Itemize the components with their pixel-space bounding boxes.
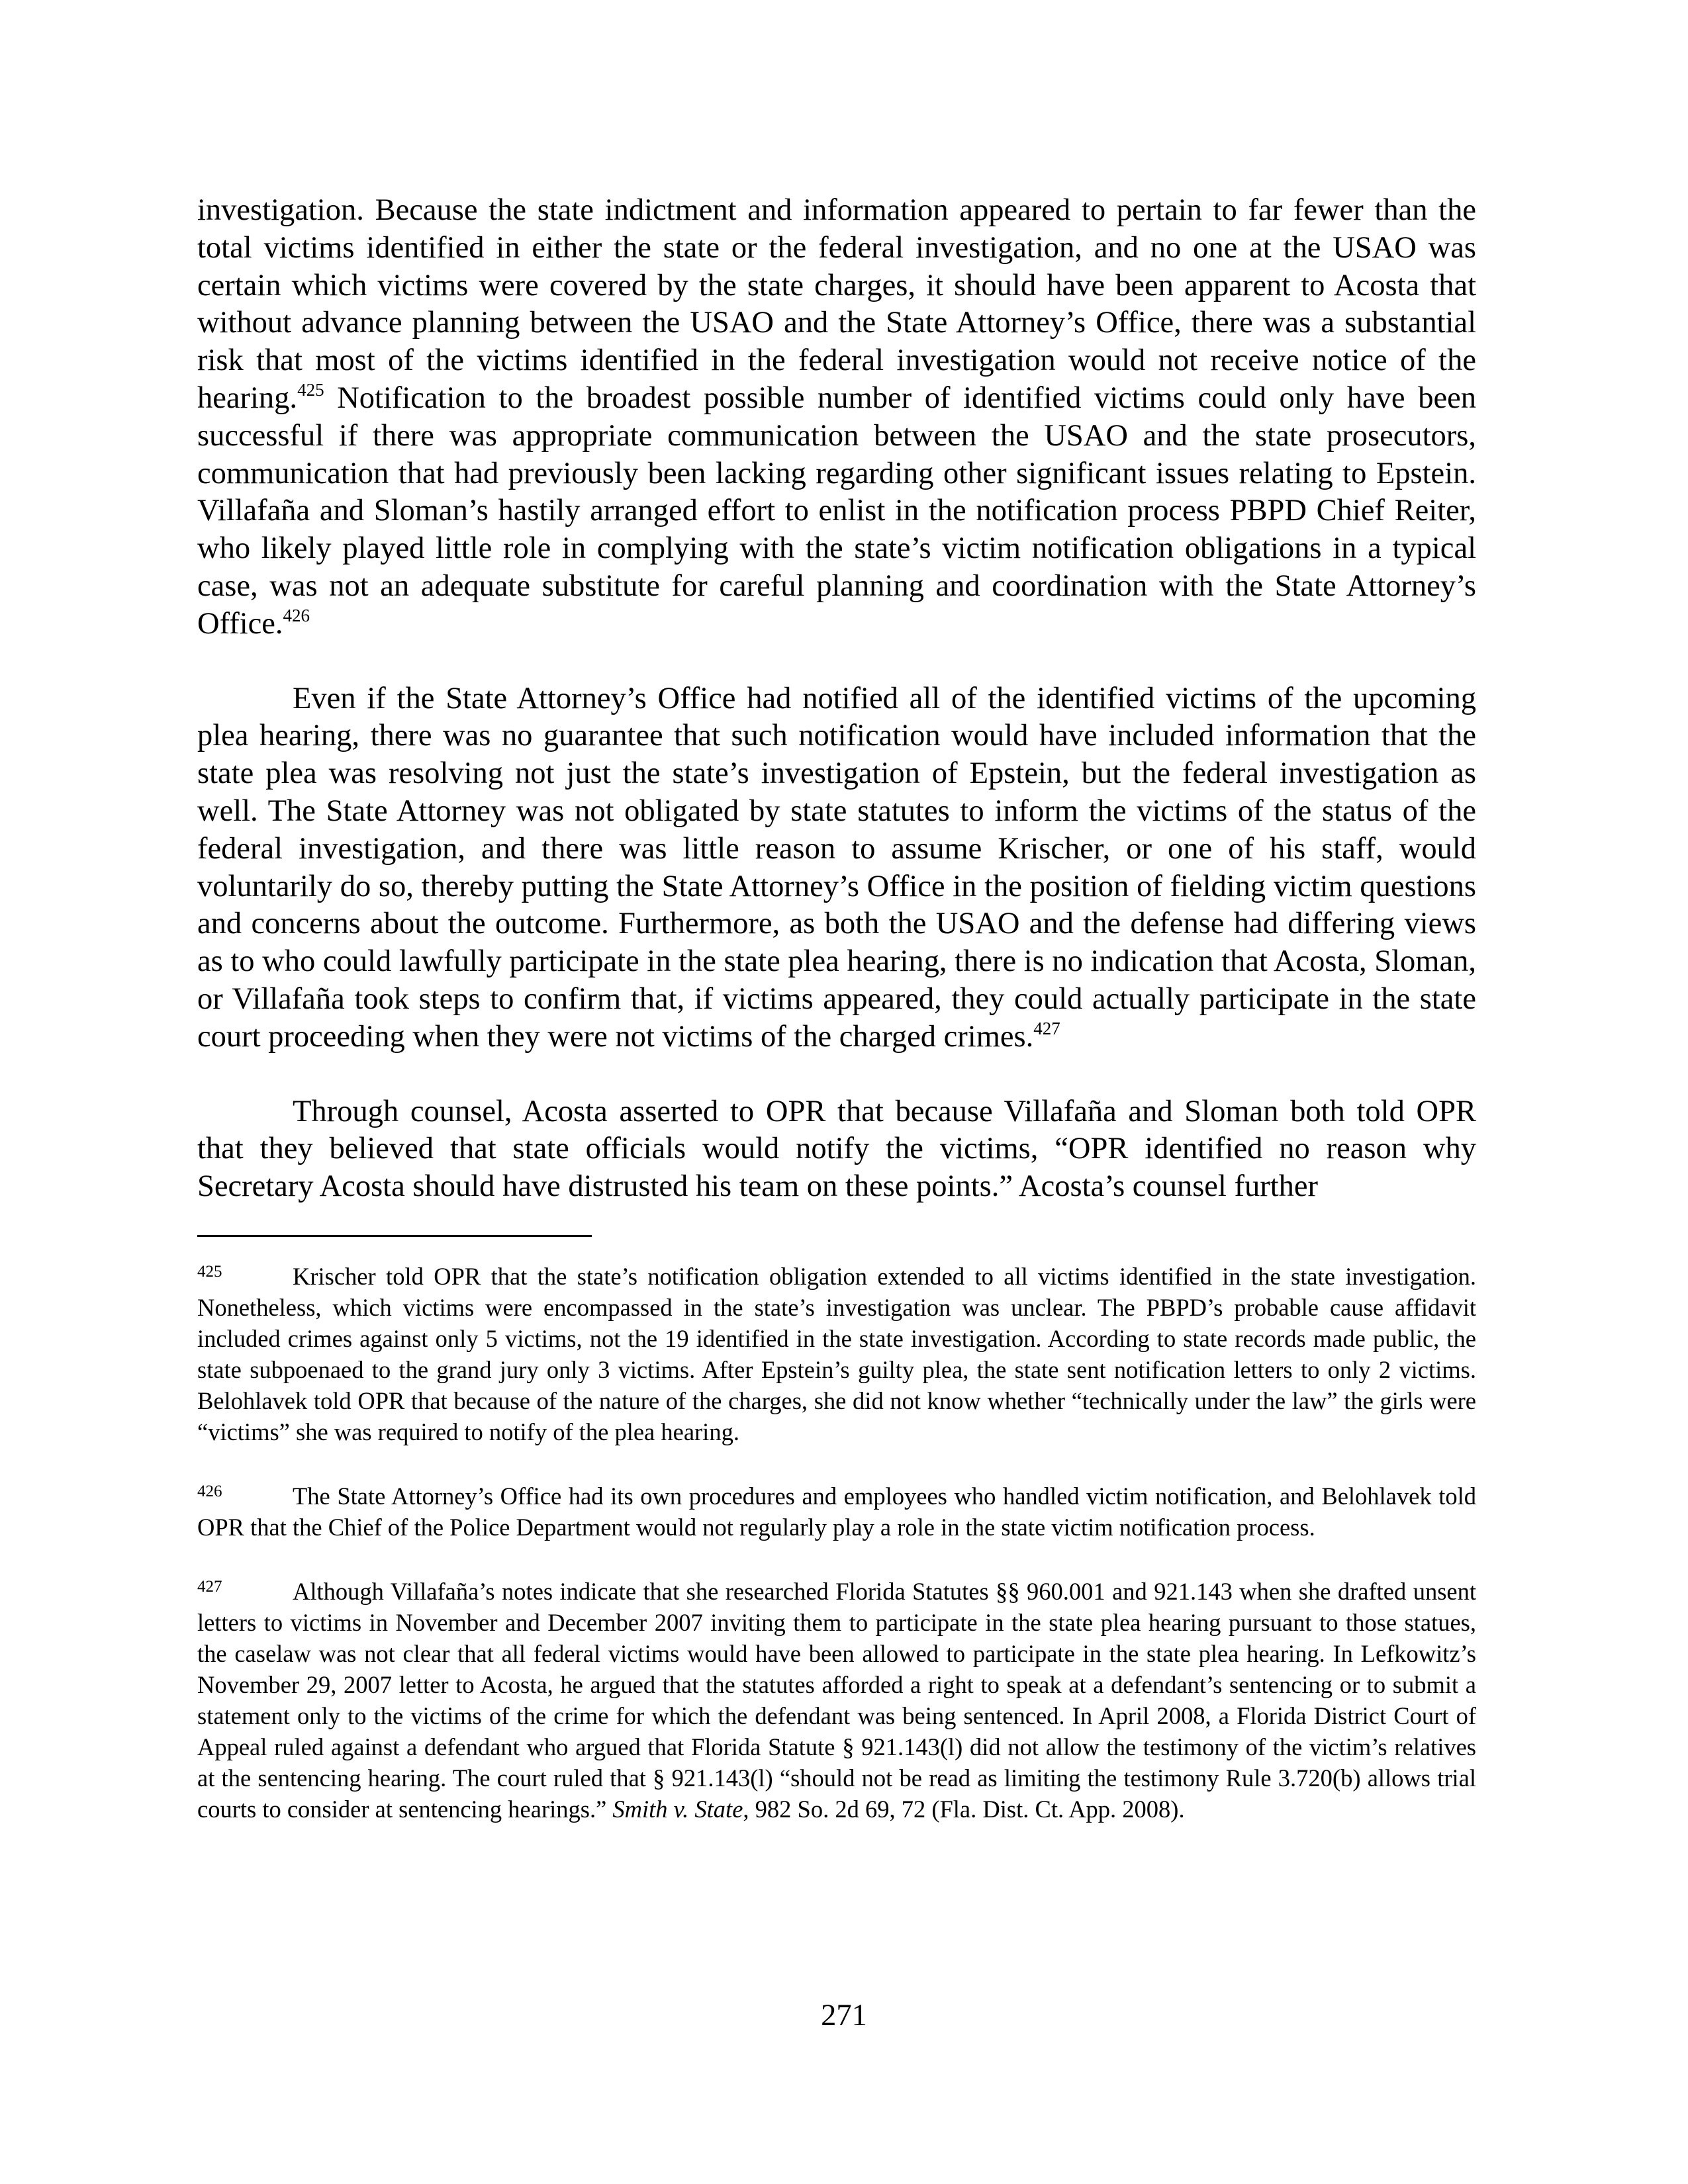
- case-name: Smith v. State: [612, 1795, 743, 1823]
- footnote-text: The State Attorney’s Office had its own procedures and employees who handled victim notification, and Belohlavek told OPR that the Chief of the Police Department would not regularly play a role in the state victim notification process.: [197, 1482, 1476, 1541]
- footnote-separator: [197, 1235, 592, 1237]
- footnote-427: 427 Although Villafaña’s notes indicate that she researched Florida Statutes §§ 960.001 and 921.143 when she drafted unsent letters to victims in November and December 2007 inviting them to participate in the state plea hearing pursuant to those statues, the caselaw was not clear that all federal victims would have been allowed to participate in the state plea hearing. In Lefkowitz’s November 29, 2007 letter to Acosta, he argued that the statutes afforded a right to speak at a defendant’s sentencing or to submit a statement only to the victims of the crime for which the defendant was being sentenced. In April 2008, a Florida District Court of Appeal ruled against a defendant who argued that Florida Statute § 921.143(l) did not allow the testimony of the victim’s relatives at the sentencing hearing. The court ruled that § 921.143(l) “should not be read as limiting the testimony Rule 3.720(b) allows trial courts to consider at sentencing hearings.” Smith v. State, 982 So. 2d 69, 72 (Fla. Dist. Ct. App. 2008).: [197, 1577, 1476, 1823]
- paragraph-text: Through counsel, Acosta asserted to OPR that because Villafaña and Sloman both told OPR that they believed that state officials would notify the victims, “OPR identified no reason why Secretary Acosta should have distrusted his team on these points.” Acosta’s counsel further: [197, 1094, 1476, 1204]
- document-page: [197, 192, 1476, 1825]
- body-paragraph-3: [197, 1093, 1476, 1206]
- paragraph-text: Even if the State Attorney’s Office had notified all of the identified victims of the upcoming plea hearing, there was no guarantee that such notification would have included information that the state plea was resolving not just the state’s investigation of Epstein, but the federal investigation as well. The State Attorney was not obligated by state statutes to inform the victims of the status of the federal investigation, and there was little reason to assume Krischer, or one of his staff, would voluntarily do so, thereby putting the State Attorney’s Office in the position of fielding victim questions and concerns about the outcome. Furthermore, as both the USAO and the defense had differing views as to who could lawfully participate in the state plea hearing, there is no indication that Acosta, Sloman, or Villafaña took steps to confirm that, if victims appeared, they could actually participate in the state court proceeding when they were not victims of the charged crimes.: [197, 681, 1476, 1054]
- case-citation: , 982 So. 2d 69, 72 (Fla. Dist. Ct. App. 2008).: [743, 1795, 1185, 1823]
- footnote-reference-427[interactable]: 427: [1033, 1018, 1060, 1038]
- footnote-text: Krischer told OPR that the state’s notification obligation extended to all victims identified in the state investigation. Nonetheless, which victims were encompassed in the state’s investigation was unclear. The PBPD’s probable cause affidavit included crimes against only 5 victims, not the 19 identified in the state investigation. According to state records made public, the state subpoenaed to the grand jury only 3 victims. After Epstein’s guilty plea, the state sent notification letters to only 2 victims. Belohlavek told OPR that because of the nature of the charges, she did not know whether “technically under the law” the girls were “victims” she was required to notify of the plea hearing.: [197, 1262, 1476, 1445]
- footnote-reference-426[interactable]: 426: [283, 605, 310, 625]
- body-paragraph-1: [197, 192, 1476, 643]
- paragraph-text: Notification to the broadest possible number of identified victims could only have been successful if there was appropriate communication between the USAO and the state prosecutors, communication that had previously been lacking regarding other significant issues relating to Epstein. Villafaña and Sloman’s hastily arranged effort to enlist in the notification process PBPD Chief Reiter, who likely played little role in complying with the state’s victim notification obligations in a typical case, was not an adequate substitute for careful planning and coordination with the State Attorney’s Office.: [197, 381, 1476, 641]
- page-number: 271: [821, 1999, 867, 2032]
- footnote-text: Although Villafaña’s notes indicate that she researched Florida Statutes §§ 960.001 and 921.143 when she drafted unsent letters to victims in November and December 2007 inviting them to participate in the state plea hearing pursuant to those statues, the caselaw was not clear that all federal victims would have been allowed to participate in the state plea hearing. In Lefkowitz’s November 29, 2007 letter to Acosta, he argued that the statutes afforded a right to speak at a defendant’s sentencing or to submit a statement only to the victims of the crime for which the defendant was being sentenced. In April 2008, a Florida District Court of Appeal ruled against a defendant who argued that Florida Statute § 921.143(l) did not allow the testimony of the victim’s relatives at the sentencing hearing. The court ruled that § 921.143(l) “should not be read as limiting the testimony Rule 3.720(b) allows trial courts to consider at sentencing hearings.”: [197, 1577, 1476, 1823]
- footnote-425: 425 Krischer told OPR that the state’s notification obligation extended to all victims identified in the state investigation. Nonetheless, which victims were encompassed in the state’s investigation was unclear. The PBPD’s probable cause affidavit included crimes against only 5 victims, not the 19 identified in the state investigation. According to state records made public, the state subpoenaed to the grand jury only 3 victims. After Epstein’s guilty plea, the state sent notification letters to only 2 victims. Belohlavek told OPR that because of the nature of the charges, she did not know whether “technically under the law” the girls were “victims” she was required to notify of the plea hearing.: [197, 1262, 1476, 1445]
- footnote-reference-425[interactable]: 425: [297, 379, 324, 400]
- footnote-426: 426 The State Attorney’s Office had its own procedures and employees who handled victim notification, and Belohlavek told OPR that the Chief of the Police Department would not regularly play a role in the state victim notification process.: [197, 1482, 1476, 1541]
- paragraph-text: investigation. Because the state indictment and information appeared to pertain to far fewer than the total victims identified in either the state or the federal investigation, and no one at the USAO was certain which victims were covered by the state charges, it should have been apparent to Acosta that without advance planning between the USAO and the State Attorney’s Office, there was a substantial risk that most of the victims identified in the federal investigation would not receive notice of the hearing.: [197, 193, 1476, 415]
- body-paragraph-2: [197, 680, 1476, 1056]
